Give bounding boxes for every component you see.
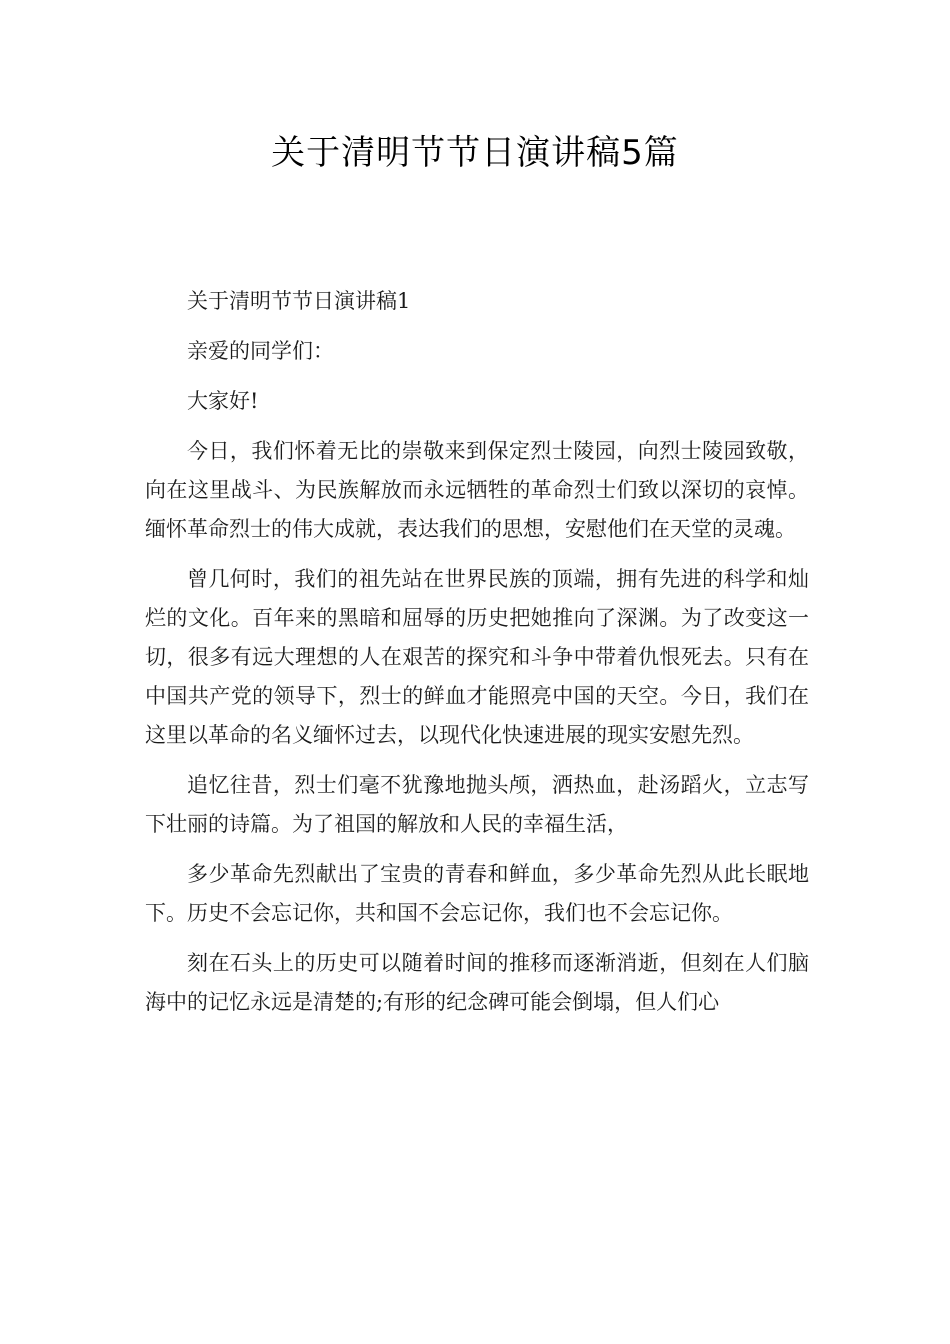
paragraph-heading: 关于清明节节日演讲稿1 (187, 289, 411, 313)
paragraph: 多少革命先烈献出了宝贵的青春和鲜血，多少革命先烈从此长眠地下。历史不会忘记你，共和国不会忘记你，我们也不会忘记你。 (145, 862, 809, 925)
document-body (145, 282, 809, 1033)
paragraph: 曾几何时，我们的祖先站在世界民族的顶端，拥有先进的科学和灿烂的文化。百年来的黑暗和屈辱的历史把她推向了深渊。为了改变这一切，很多有远大理想的人在艰苦的探究和斗争中带着仇恨死去。只有在中国共产党的领导下，烈士的鲜血才能照亮中国的天空。今日，我们在这里以革命的名义缅怀过去，以现代化快速进展的现实安慰先烈。 (145, 567, 809, 747)
paragraph-salutation: 亲爱的同学们： (187, 339, 334, 363)
document-title: 关于清明节节日演讲稿5篇 (271, 133, 679, 173)
paragraph-greeting: 大家好! (187, 389, 259, 413)
paragraph: 追忆往昔，烈士们毫不犹豫地抛头颅，洒热血，赴汤蹈火，立志写下壮丽的诗篇。为了祖国的解放和人民的幸福生活， (145, 773, 809, 836)
paragraph: 今日，我们怀着无比的崇敬来到保定烈士陵园，向烈士陵园致敬，向在这里战斗、为民族解放而永远牺牲的革命烈士们致以深切的哀悼。缅怀革命烈士的伟大成就，表达我们的思想，安慰他们在天堂的灵魂。 (145, 439, 809, 541)
paragraph: 刻在石头上的历史可以随着时间的推移而逐渐消逝，但刻在人们脑海中的记忆永远是清楚的;有形的纪念碑可能会倒塌，但人们心 (145, 951, 809, 1014)
